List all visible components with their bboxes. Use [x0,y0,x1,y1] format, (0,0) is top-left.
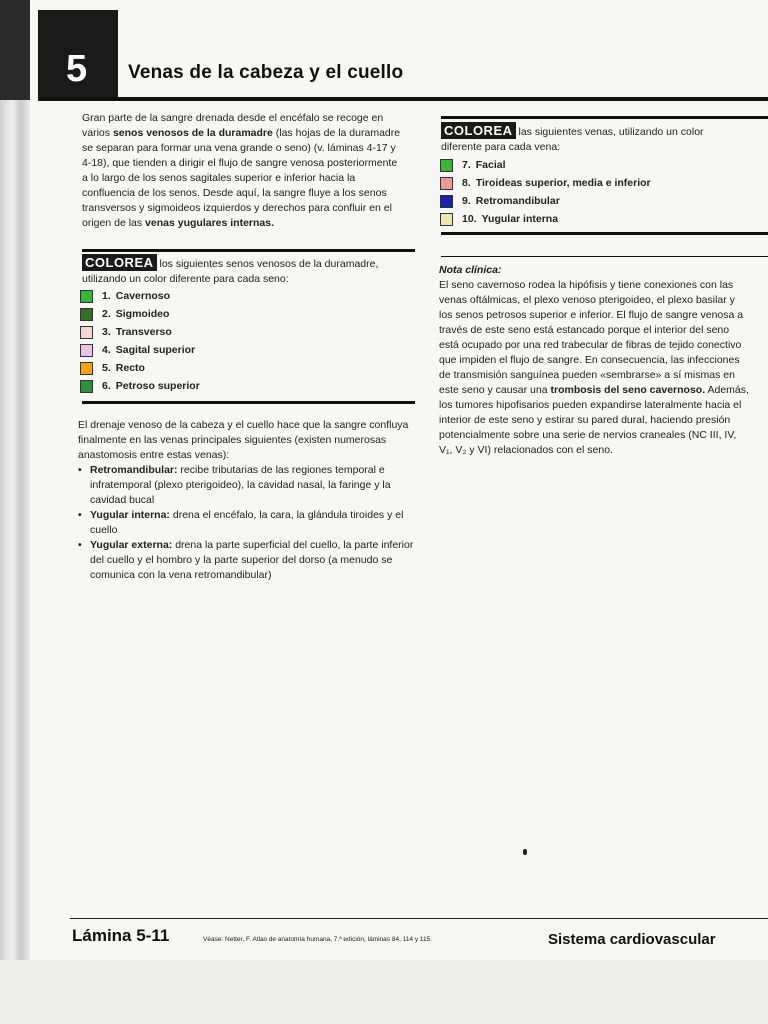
item-label: Tiroideas superior, media e inferior [475,177,651,189]
drainage-intro: El drenaje venoso de la cabeza y el cuello hace que la sangre confluya finalmente en las venas principales siguientes (existen numerosas anastomosis entre estas venas): [78,419,409,461]
bullet-term: Yugular interna: [90,509,170,521]
nota-segment: Además, los tumores hipofisarios pueden expandirse lateralmente hacia el interior de este seno y estirar su pared dural, haciendo presión potencialmente sobre una serie de nervios craneales (NC III, IV, V₁, V₂ y VI) relacionados con el seno. [439,384,749,456]
drainage-bullet-list [78,463,418,583]
drainage-bullet [78,463,418,508]
color-key-item [440,174,651,192]
intro-segment: venas yugulares internas. [145,217,275,229]
drainage-bullet [78,538,418,583]
colorea-senos-label: COLOREA [82,254,157,271]
intro-segment: senos venosos de la duramadre [112,127,273,139]
color-key-item [440,210,651,228]
color-key-item [80,323,200,341]
color-swatch[interactable] [80,308,93,321]
color-swatch[interactable] [80,290,93,303]
item-number: 3. [102,326,111,338]
color-swatch[interactable] [80,362,93,375]
item-number: 7. [462,159,471,171]
nota-segment: trombosis del seno cavernoso. [550,384,706,396]
item-label: Recto [115,362,145,374]
item-number: 9. [462,195,471,207]
senos-bottom-rule [82,401,415,404]
nota-clinica-text [439,278,749,458]
intro-segment: (las hojas de la duramadre se separan para formar una vena grande o seno) (v. láminas 4-17 y 4-18), que tienden a dirigir el flujo de sangre venosa posteriormente a lo largo de los senos sagitales superior e inferior hacia la confluencia de los senos. Desde aquí, la sangre fluye a los senos transversos y sigmoideos izquierdos y derechos para confluir en el origen de las [82,127,401,229]
venas-list [440,156,651,228]
book-binding [0,0,30,960]
venas-top-rule [441,116,768,119]
nota-clinica-title: Nota clínica: [439,264,502,276]
page-title: Venas de la cabeza y el cuello [128,62,404,83]
color-swatch[interactable] [440,195,453,208]
colorea-venas-text: las siguientes venas, utilizando un color diferente para cada vena: [441,126,704,153]
item-number: 6. [102,380,111,392]
item-label: Sagital superior [115,344,196,356]
color-key-item [80,359,200,377]
intro-paragraph [82,111,402,231]
item-label: Retromandibular [475,195,560,207]
drainage-section [78,418,418,583]
senos-list [80,287,200,395]
item-number: 1. [102,290,111,302]
item-label: Cavernoso [115,290,171,302]
intro-segment: Gran parte de la sangre drenada desde el encéfalo se recoge en varios [82,112,384,139]
bullet-text: recibe tributarias de las regiones temporal e infratemporal (plexo pterigoideo), la cavidad nasal, la faringe y la cavidad bucal [90,464,391,506]
item-label: Facial [475,159,506,171]
colorea-venas-instruction [441,122,746,155]
color-swatch[interactable] [440,159,453,172]
colorea-venas-label: COLOREA [441,122,516,139]
bullet-term: Yugular externa: [90,539,173,551]
color-key-item [440,156,651,174]
item-label: Petroso superior [115,380,200,392]
color-key-item [440,192,651,210]
color-key-item [80,287,200,305]
colorea-senos-text: los siguientes senos venosos de la duramadre, utilizando un color diferente para cada seno: [82,258,379,285]
page-edge [0,960,768,1024]
color-swatch[interactable] [80,344,93,357]
item-number: 4. [102,344,111,356]
plate-number: Lámina 5-11 [72,926,170,945]
senos-top-rule [82,249,415,252]
bullet-text: drena el encéfalo, la cara, la glándula tiroides y el cuello [90,509,404,536]
color-key-item [80,377,200,395]
footer-divider [70,918,768,919]
item-number: 8. [462,177,471,189]
venas-bottom-rule [441,232,768,235]
color-swatch[interactable] [80,326,93,339]
drainage-bullet [78,508,418,538]
color-key-item [80,305,200,323]
section-system: Sistema cardiovascular [548,931,716,948]
item-number: 10. [462,213,477,225]
reference-note: Véase: Netter, F. Atlas de anatomía humana, 7.ª edición, láminas 84, 114 y 115. [203,936,433,943]
title-divider [38,97,768,101]
color-key-item [80,341,200,359]
color-swatch[interactable] [440,213,453,226]
nota-segment: El seno cavernoso rodea la hipófisis y tiene conexiones con las venas oftálmicas, el plexo venoso pterigoideo, el plexo basilar y los senos petrosos superior e inferior. El flujo de sangre venosa a través de este seno está estancado porque el interior del seno está ocupado por una red trabecular de fibras de tejido conectivo que impiden el flujo de sangre. En consecuencia, las infecciones de transmisión sanguínea pueden «sembrarse» a sí mismas en este seno y causar una [439,279,744,396]
color-swatch[interactable] [80,380,93,393]
bullet-text: drena la parte superficial del cuello, la parte inferior del cuello y el hombro y la parte superior del dorso (a menudo se comunica con la vena retromandibular) [90,539,414,581]
nota-top-rule [441,256,768,257]
stray-mark [523,849,527,855]
colorea-senos-instruction [82,254,417,287]
chapter-number: 5 [66,48,88,90]
color-swatch[interactable] [440,177,453,190]
bullet-term: Retromandibular: [90,464,178,476]
item-label: Yugular interna [481,213,559,225]
item-label: Transverso [115,326,172,338]
item-number: 5. [102,362,111,374]
item-label: Sigmoideo [115,308,170,320]
binding-shadow [0,0,30,100]
item-number: 2. [102,308,111,320]
